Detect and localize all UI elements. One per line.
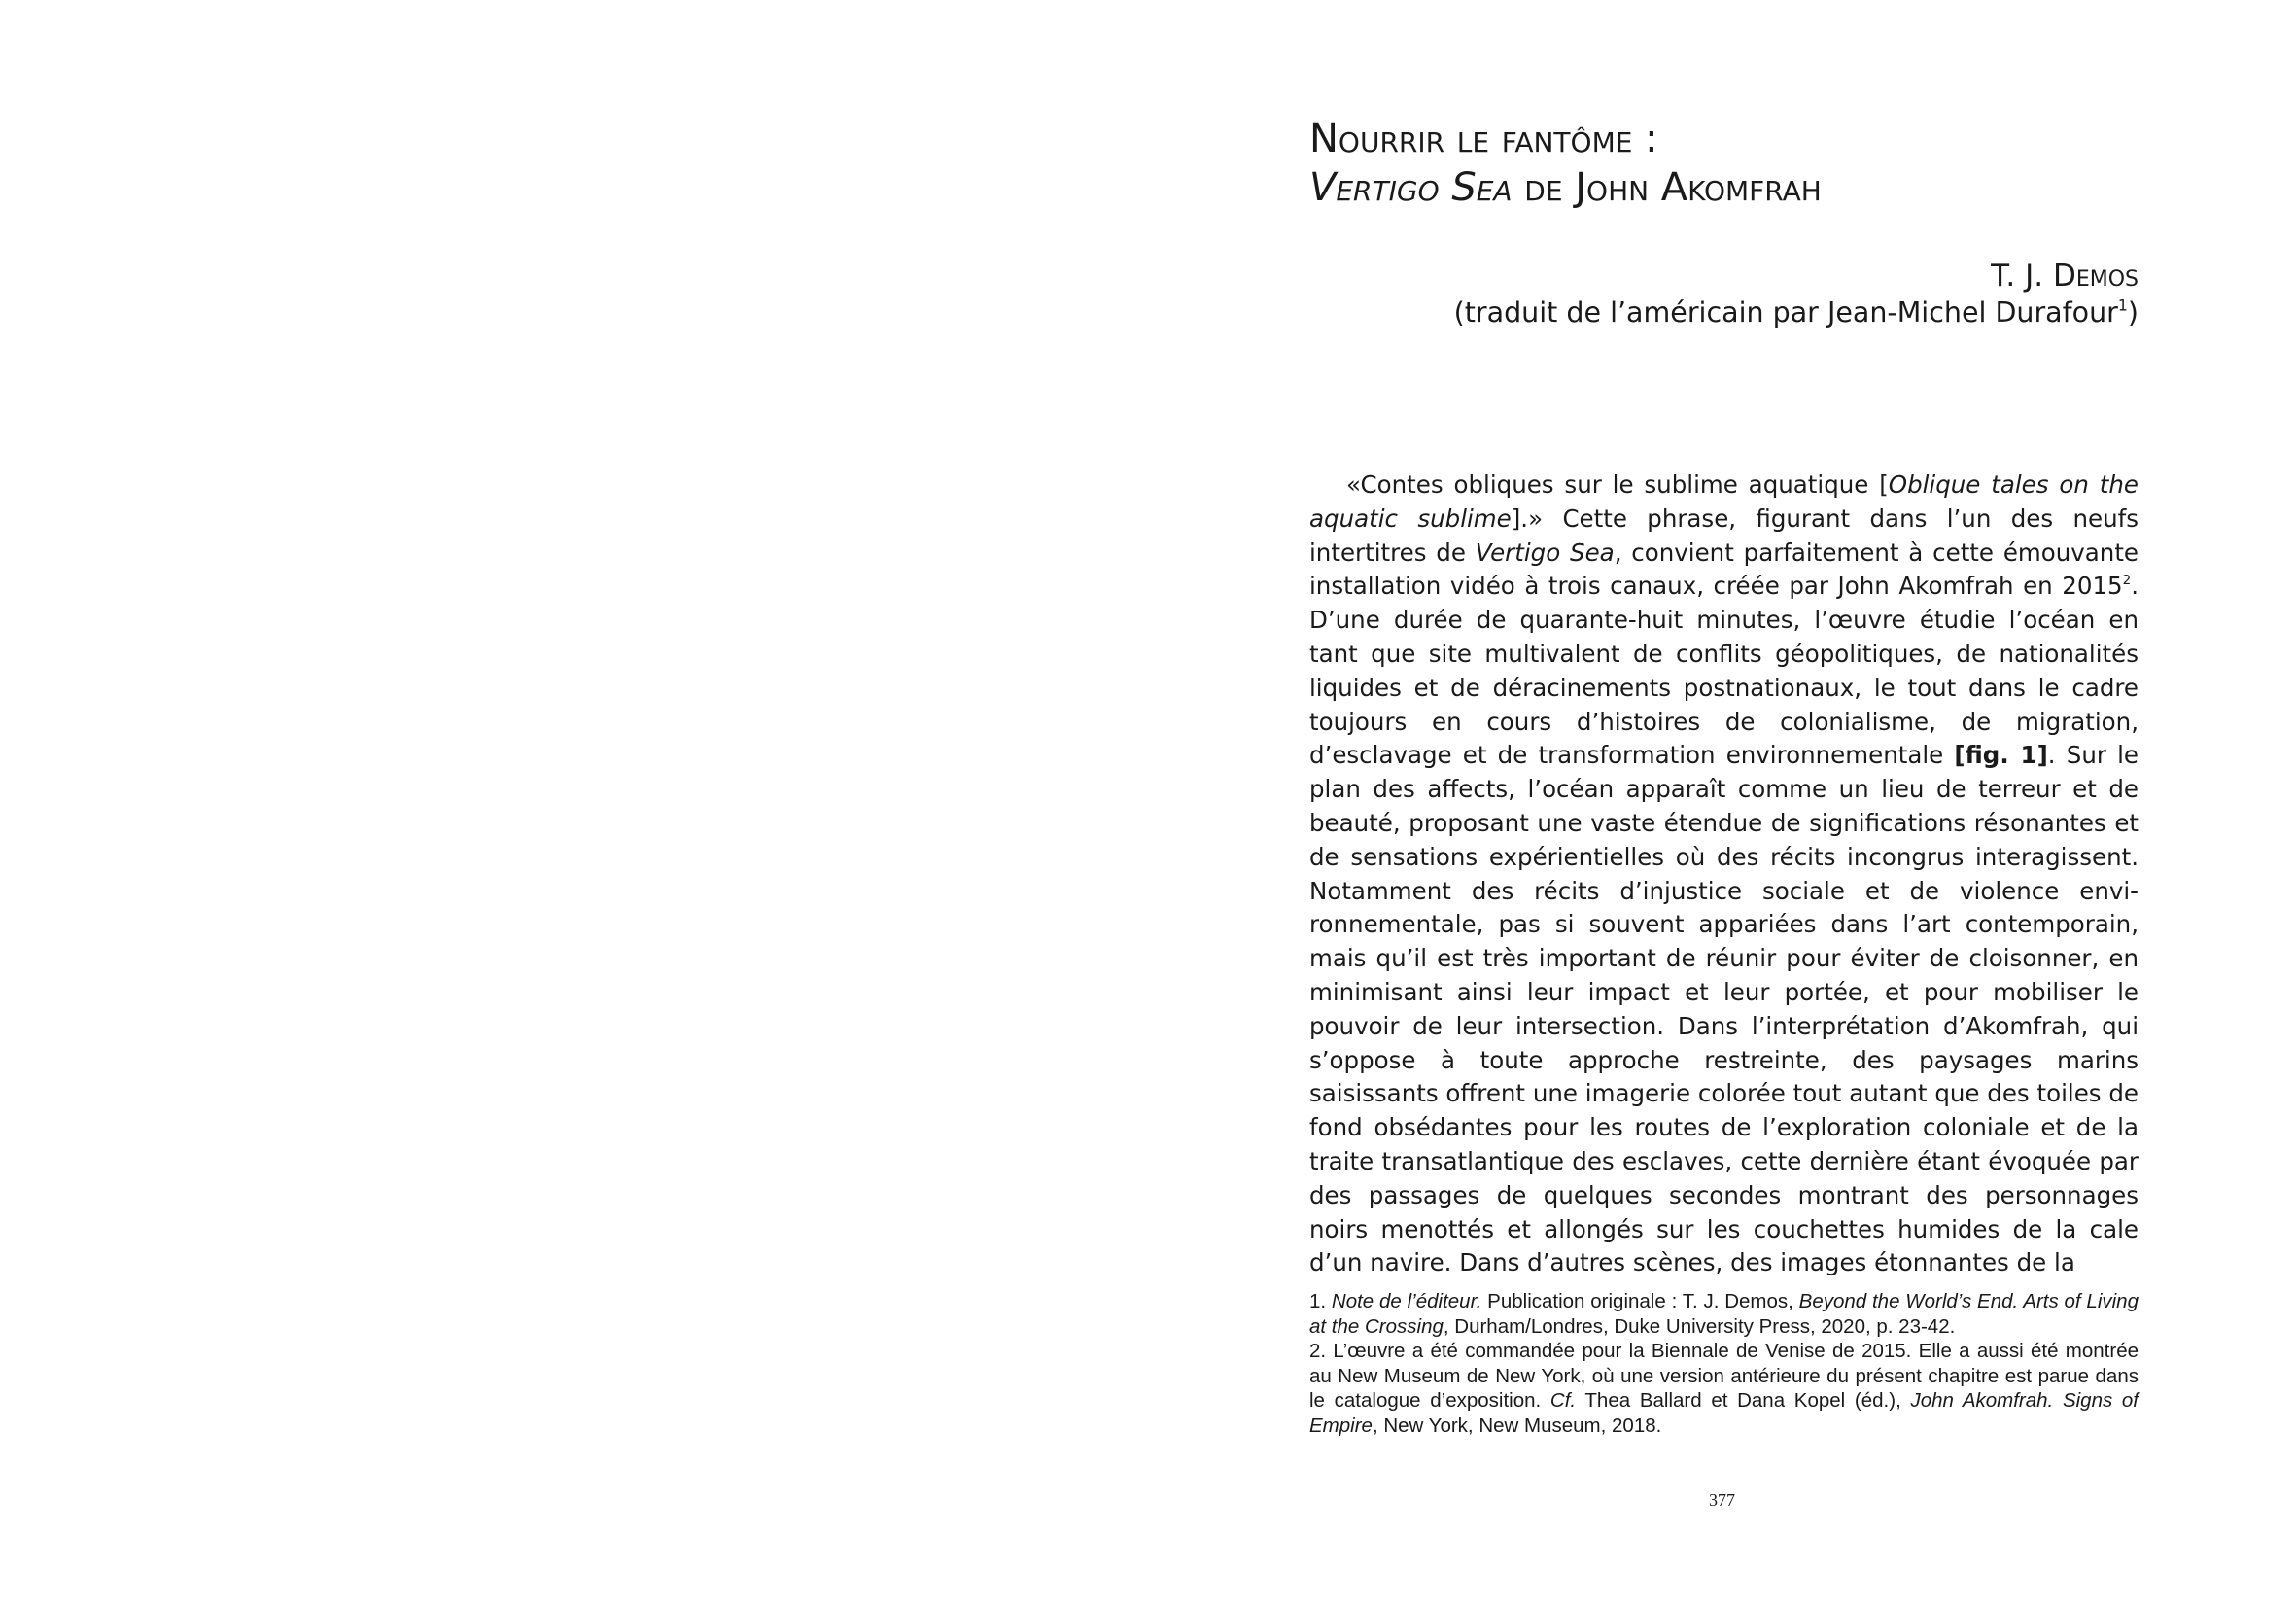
chapter-title (1309, 115, 2145, 212)
footnote-2-number: 2. (1309, 1340, 1334, 1363)
footnotes (1309, 1289, 2139, 1439)
translator-text: (traduit de l’américain par Jean-Michel Durafour (1453, 297, 2118, 329)
footnote-2-text-c: , New York, New Museum, 2018. (1372, 1414, 1662, 1437)
body-segment-1: «Contes obliques sur le sublime aquatique [ (1346, 471, 1889, 499)
body-segment-5: . Sur le plan des affects, l’océan apparaît comme un lieu de terreur et de beauté, proposant une vaste étendue de significations résonantes et de sensations expérientielles où des récits incongrus interagissent. Notamment des récits d’injustice sociale et de violence environnementale, pas si souvent appariées dans l’art contemporain, mais qu’il est très important de réunir pour éviter de cloisonner, en minimisant ainsi leur impact et leur portée, et pour mobiliser le pouvoir de leur intersection. Dans l’interprétation d’Akomfrah, qui s’oppose à toute approche restreinte, des paysages marins saisissants offrent une imagerie colorée tout autant que des toiles de fond obsédantes pour les routes de l’exploration coloniale et de la traite transatlantique des esclaves, cette dernière étant évoquée par des passages de quelques secondes montrant des personnages noirs menottés et allongés sur les couchettes humides de la cale d’un navire. Dans d’autres scènes, des images étonnantes de la (1309, 741, 2139, 1277)
footnote-1-text-a: Publication originale : T. J. Demos, (1481, 1290, 1799, 1312)
footnote-1 (1309, 1289, 2139, 1339)
footnote-2 (1309, 1339, 2139, 1438)
figure-reference: [fig. 1] (1954, 741, 2048, 770)
body-segment-4: . D’une durée de quarante-huit minutes, l’œuvre étudie l’océan en tant que site multivalent de conflits géopolitiques, de nationalités liquides et de déracinements postnationaux, le tout dans le cadre toujours en cours d’histoires de colonialisme, de migration, d’esclavage et de transformation environnementale (1309, 572, 2139, 770)
right-page (1148, 0, 2296, 1607)
body-segment-3: , convient parfaitement à cette émouvante installation vidéo à trois canaux, créée par John Akomfrah en 2015 (1309, 538, 2139, 601)
body-paragraph (1309, 469, 2139, 1280)
footnote-1-text-b: , Durham/Londres, Duke University Press, 2020, p. 23-42. (1443, 1314, 1956, 1338)
footnote-2-text-a: L’œuvre a été commandée pour la Biennale de Venise de 2015. Elle a aussi été montrée au New Museum de New York, où une version antérieure du présent chapitre est parue dans le catalogue d’exposition. (1309, 1340, 2139, 1413)
page-number: 377 (1709, 1490, 1735, 1510)
footnote-2-catalogue-title: John Akomfrah. Signs of Empire (1309, 1389, 2139, 1437)
footnote-1-book-title: Beyond the World’s End. Arts of Living at the Crossing (1309, 1290, 2139, 1338)
footnote-2-text-b: Thea Ballard et Dana Kopel (éd.), (1576, 1389, 1911, 1413)
body-segment-2: ].» Cette phrase, figurant dans l’un des neufs intertitres de (1309, 504, 2139, 567)
title-artist: de John Akomfrah (1512, 165, 1822, 210)
author-block (1309, 257, 2139, 331)
footnote-ref-2: 2 (2122, 573, 2132, 589)
title-line-1: Nourrir le fantôme : (1309, 117, 1658, 161)
footnote-1-editor-note: Note de l’éditeur. (1331, 1290, 1482, 1312)
translator-close: ) (2127, 297, 2139, 329)
title-work-name: Vertigo Sea (1309, 165, 1513, 210)
body-italic-2: Vertigo Sea (1475, 538, 1615, 567)
author-name: T. J. Demos (1991, 259, 2139, 294)
title-line-2 (1309, 163, 2145, 212)
footnote-2-cf: Cf. (1549, 1389, 1577, 1413)
footnote-ref-1: 1 (2117, 296, 2128, 315)
translator-credit (1309, 296, 2139, 331)
footnote-1-number: 1. (1309, 1290, 1332, 1312)
body-italic-1: Oblique tales on the aquatic sublime (1309, 471, 2139, 533)
